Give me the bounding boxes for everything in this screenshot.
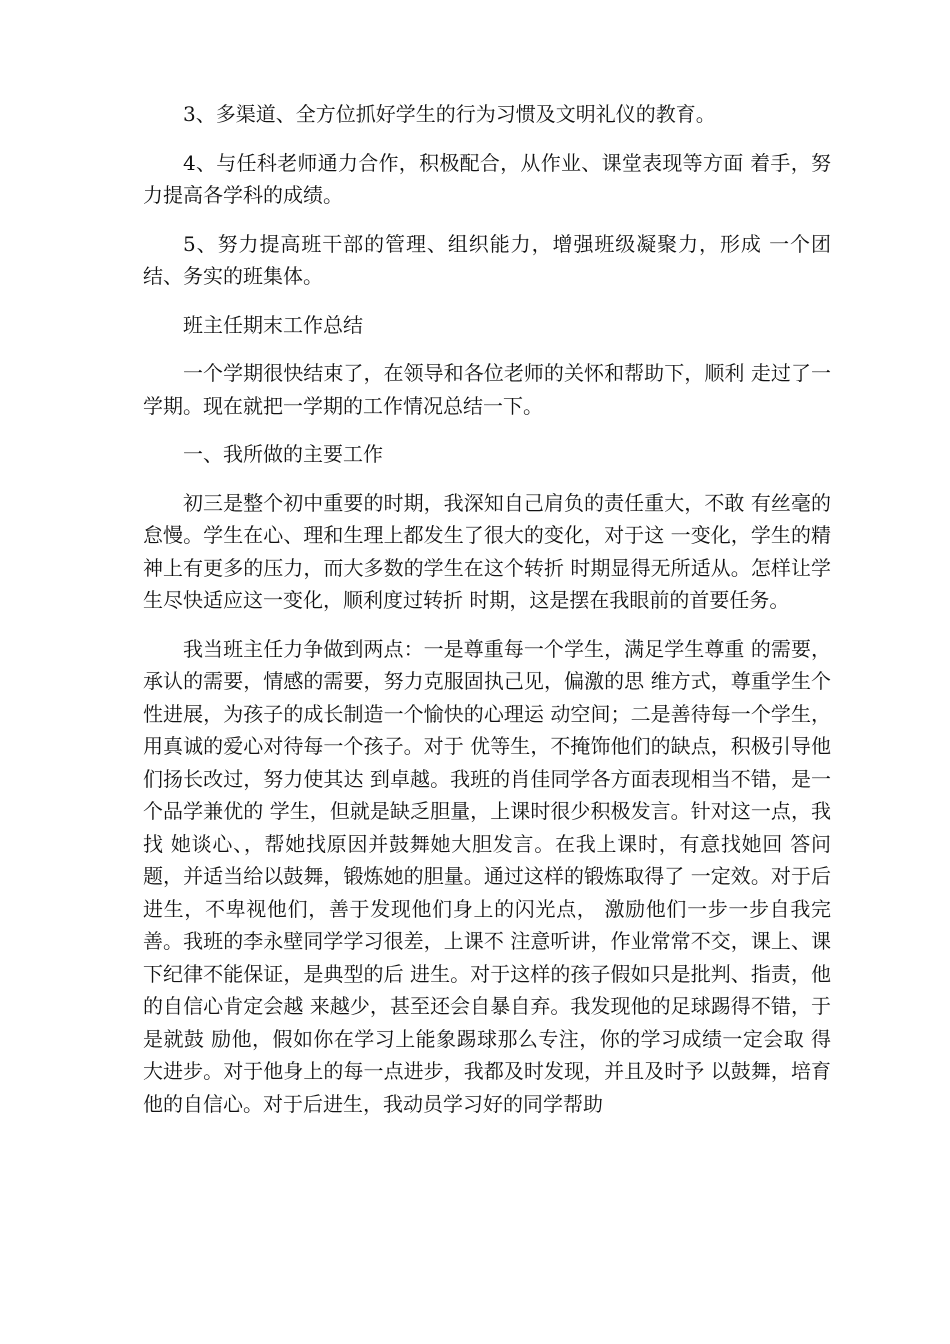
section-title: 班主任期末工作总结 [183,312,363,337]
intro-paragraph: 一个学期很快结束了，在领导和各位老师的关怀和帮助下，顺利 走过了一学期。现在就把一学期的工作情况总结一下。 [143,361,831,418]
paragraph-item-4: 4、与任科老师通力合作，积极配合，从作业、课堂表现等方面 着手，努力提高各学科的成绩。 [143,150,831,207]
subsection-heading: 一、我所做的主要工作 [183,442,383,466]
body-paragraph-2: 我当班主任力争做到两点：一是尊重每一个学生，满足学生尊重 的需要，承认的需要，情感的需要，努力克服固执己见，偏激的思 维方式，尊重学生个性进展，为孩子的成长制造一个愉快的心理运 动空间；二是善待每一个学生，用真诚的爱心对待每一个孩子。对于 优等生，不掩饰他们的缺点，积极引导他们扬长改过，努力使其达 到卓越。我班的肖佳同学各方面表现相当不错，是一个品学兼优的 学生，但就是缺乏胆量，上课时很少积极发言。针对这一点，我找 她谈心、，帮她找原因并鼓舞她大胆发言。在我上课时，有意找她回 答问题，并适当给以鼓舞，锻炼她的胆量。通过这样的锻炼取得了 一定效。对于后进生，不卑视他们，善于发现他们身上的闪光点， 激励他们一步一步自我完善。我班的李永壁同学学习很差，上课不 注意听讲，作业常常不交，课上、课下纪律不能保证，是典型的后 进生。对于这样的孩子假如只是批判、指责，他的自信心肯定会越 来越少，甚至还会自暴自弃。我发现他的足球踢得不错，于是就鼓 励他，假如你在学习上能象踢球那么专注，你的学习成绩一定会取 得大进步。对于他身上的每一点进步，我都及时发现，并且及时予 以鼓舞，培育他的自信心。对于后进生，我动员学习好的同学帮助 [143,636,831,1116]
document-page [143,98,831,1120]
body-paragraph-1: 初三是整个初中重要的时期，我深知自己肩负的责任重大，不敢 有丝毫的怠慢。学生在心、理和生理上都发生了很大的变化，对于这 一变化，学生的精神上有更多的压力，而大多数的学生在这个转折 时期显得无所适从。怎样让学生尽快适应这一变化，顺利度过转折 时期，这是摆在我眼前的首要任务。 [143,490,831,612]
paragraph-item-3: 3、多渠道、全方位抓好学生的行为习惯及文明礼仪的教育。 [183,102,716,126]
paragraph-item-5: 5、努力提高班干部的管理、组织能力，增强班级凝聚力，形成 一个团结、务实的班集体。 [143,231,831,288]
